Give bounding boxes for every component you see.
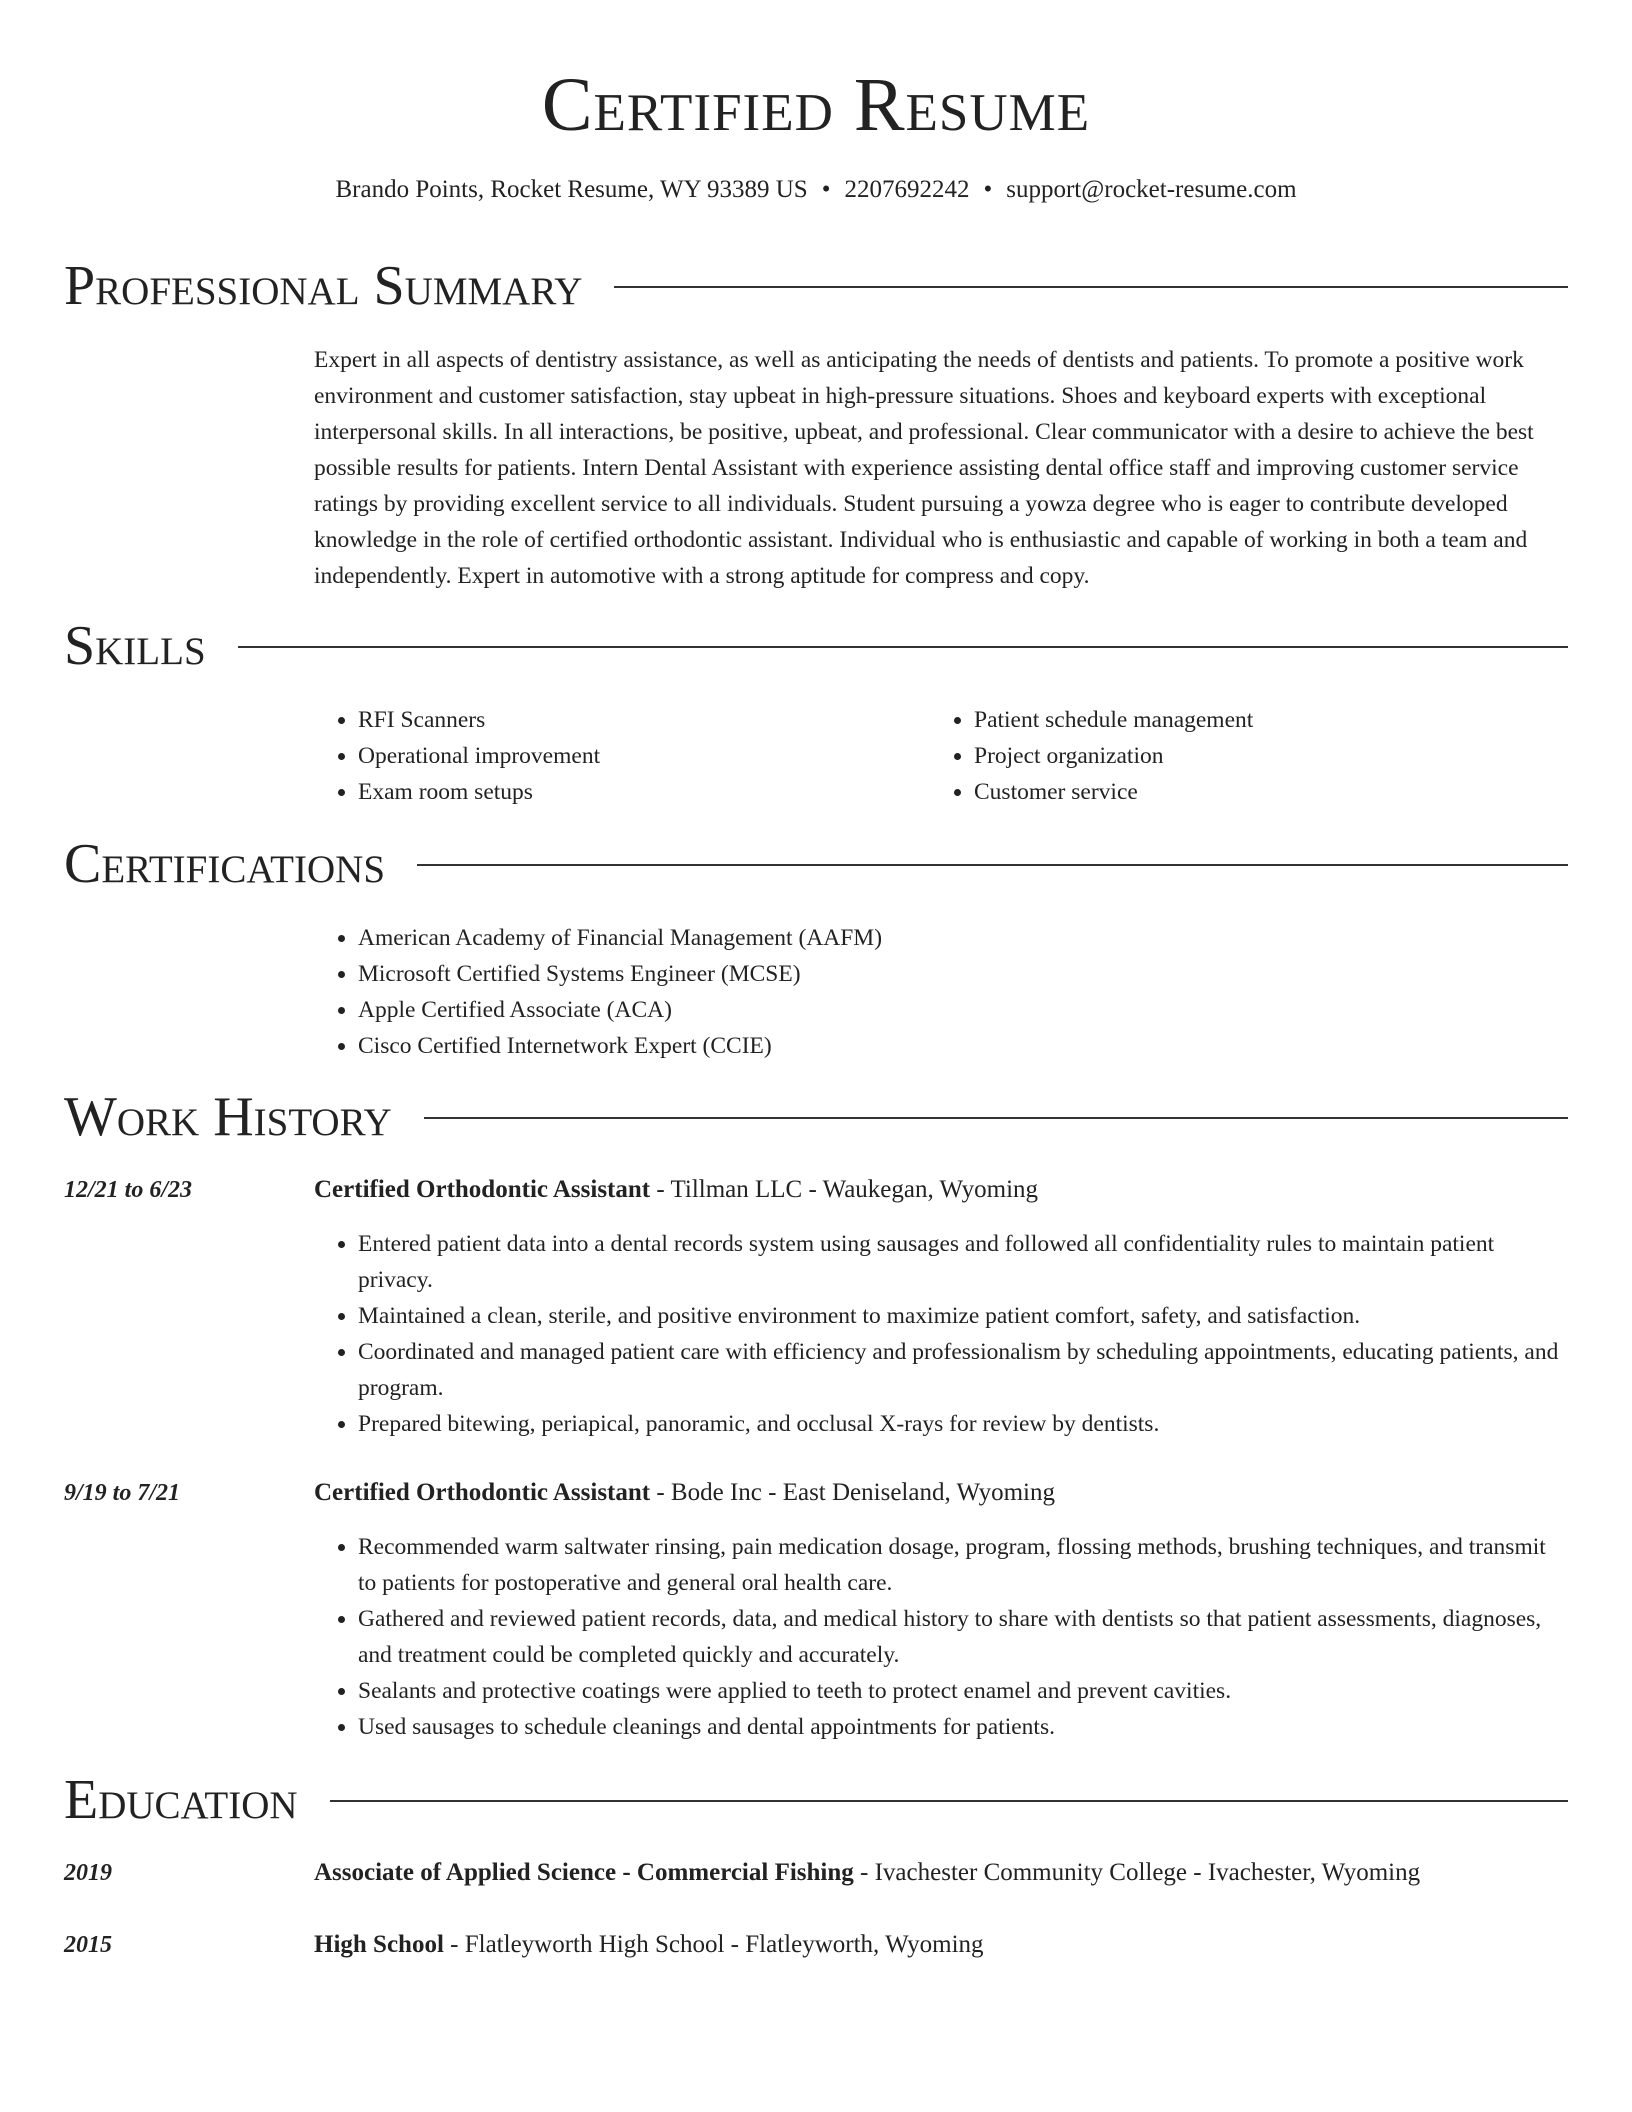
job-entry — [64, 1475, 1568, 1745]
job-title-line — [314, 1475, 1568, 1511]
education-entry — [64, 1927, 1568, 1963]
job-role: Certified Orthodontic Assistant — [314, 1479, 651, 1506]
summary-text: Expert in all aspects of dentistry assistance, as well as anticipating the needs of dentists and patients. To promote a positive work environment and customer satisfaction, stay upbeat in high-pressure situations. Shoes and keyboard experts with exceptional interpersonal skills. In all interactions, be positive, upbeat, and professional. Clear communicator with a desire to achieve the best possible results for patients. Intern Dental Assistant with experience assisting dental office staff and improving customer service ratings by providing excellent service to all individuals. Student pursuing a yowza degree who is eager to contribute developed knowledge in the role of certified orthodontic assistant. Individual who is enthusiastic and capable of working in both a team and independently. Expert in automotive with a strong aptitude for compress and copy. — [314, 347, 1534, 589]
certification-item: • Apple Certified Associate (ACA) — [358, 992, 1568, 1028]
skills-column-right — [930, 702, 1568, 810]
education-entry — [64, 1855, 1568, 1891]
education-year: 2015 — [64, 1932, 112, 1958]
skills-section — [64, 614, 1568, 810]
certifications-section — [64, 832, 1568, 1064]
work-history-heading — [64, 1085, 1568, 1149]
skills-list — [314, 678, 1568, 810]
work-history-title: Work History — [64, 1086, 392, 1148]
contact-phone: 2207692242 — [844, 176, 970, 203]
responsibility-item: • Prepared bitewing, periapical, panoramic, and occlusal X-rays for review by dentists. — [358, 1406, 1568, 1442]
contact-line — [0, 172, 1632, 208]
responsibility-item: • Recommended warm saltwater rinsing, pain medication dosage, program, flossing methods, brushing techniques, and transmit to patients for postoperative and general oral health care. — [358, 1529, 1568, 1601]
education-line — [314, 1927, 1568, 1963]
responsibility-item: • Sealants and protective coatings were applied to teeth to protect enamel and prevent cavities. — [358, 1673, 1568, 1709]
education-heading — [64, 1768, 1568, 1832]
skill-item: • Exam room setups — [358, 774, 930, 810]
job-company: - Tillman LLC - Waukegan, Wyoming — [650, 1176, 1039, 1203]
job-dates: 12/21 to 6/23 — [64, 1177, 193, 1203]
responsibility-item: • Entered patient data into a dental records system using sausages and followed all confidentiality rules to maintain patient privacy. — [358, 1226, 1568, 1298]
job-responsibilities — [314, 1226, 1568, 1442]
job-responsibilities — [314, 1529, 1568, 1745]
education-degree: High School — [314, 1931, 444, 1958]
section-divider — [330, 1800, 1568, 1802]
job-role: Certified Orthodontic Assistant — [314, 1176, 651, 1203]
education-school: - Ivachester Community College - Ivachester, Wyoming — [853, 1859, 1421, 1886]
responsibility-item: • Gathered and reviewed patient records, data, and medical history to share with dentists so that patient assessments, diagnoses, and treatment could be completed quickly and accurately. — [358, 1601, 1568, 1673]
work-history-section — [64, 1085, 1568, 1149]
summary-title: Professional Summary — [64, 255, 583, 317]
section-divider — [424, 1117, 1568, 1119]
resume-name: Certified Resume — [541, 63, 1091, 147]
skill-item: • Patient schedule management — [974, 702, 1568, 738]
skills-column-left — [314, 702, 930, 810]
job-title-line — [314, 1172, 1568, 1208]
contact-email: support@rocket-resume.com — [1006, 176, 1297, 203]
section-divider — [238, 646, 1568, 648]
education-line — [314, 1855, 1568, 1891]
summary-heading — [64, 254, 1568, 318]
education-degree: Associate of Applied Science - Commercial Fishing — [314, 1859, 854, 1886]
skill-item: • Project organization — [974, 738, 1568, 774]
certifications-title: Certifications — [64, 833, 386, 895]
responsibility-item: • Used sausages to schedule cleanings and dental appointments for patients. — [358, 1709, 1568, 1745]
education-section — [64, 1768, 1568, 1832]
skill-item: • Operational improvement — [358, 738, 930, 774]
section-divider — [417, 864, 1568, 866]
education-school: - Flatleyworth High School - Flatleyworth, Wyoming — [443, 1931, 984, 1958]
skill-item: • RFI Scanners — [358, 702, 930, 738]
contact-separator: • — [821, 176, 831, 203]
job-dates: 9/19 to 7/21 — [64, 1480, 181, 1506]
skills-title: Skills — [64, 615, 206, 677]
certification-item: • American Academy of Financial Management (AAFM) — [358, 920, 1568, 956]
certifications-list — [314, 920, 1568, 1064]
job-entry — [64, 1172, 1568, 1442]
responsibility-item: • Maintained a clean, sterile, and positive environment to maximize patient comfort, safety, and satisfaction. — [358, 1298, 1568, 1334]
education-title: Education — [64, 1769, 298, 1831]
certifications-heading — [64, 832, 1568, 896]
skills-heading — [64, 614, 1568, 678]
education-year: 2019 — [64, 1860, 112, 1886]
skill-item: • Customer service — [974, 774, 1568, 810]
summary-section — [64, 254, 1568, 594]
certification-item: • Microsoft Certified Systems Engineer (MCSE) — [358, 956, 1568, 992]
section-divider — [614, 286, 1568, 288]
responsibility-item: • Coordinated and managed patient care with efficiency and professionalism by scheduling appointments, educating patients, and program. — [358, 1334, 1568, 1406]
contact-separator: • — [983, 176, 993, 203]
job-company: - Bode Inc - East Deniseland, Wyoming — [650, 1479, 1055, 1506]
certification-item: • Cisco Certified Internetwork Expert (CCIE) — [358, 1028, 1568, 1064]
contact-address: Brando Points, Rocket Resume, WY 93389 US — [335, 176, 808, 203]
